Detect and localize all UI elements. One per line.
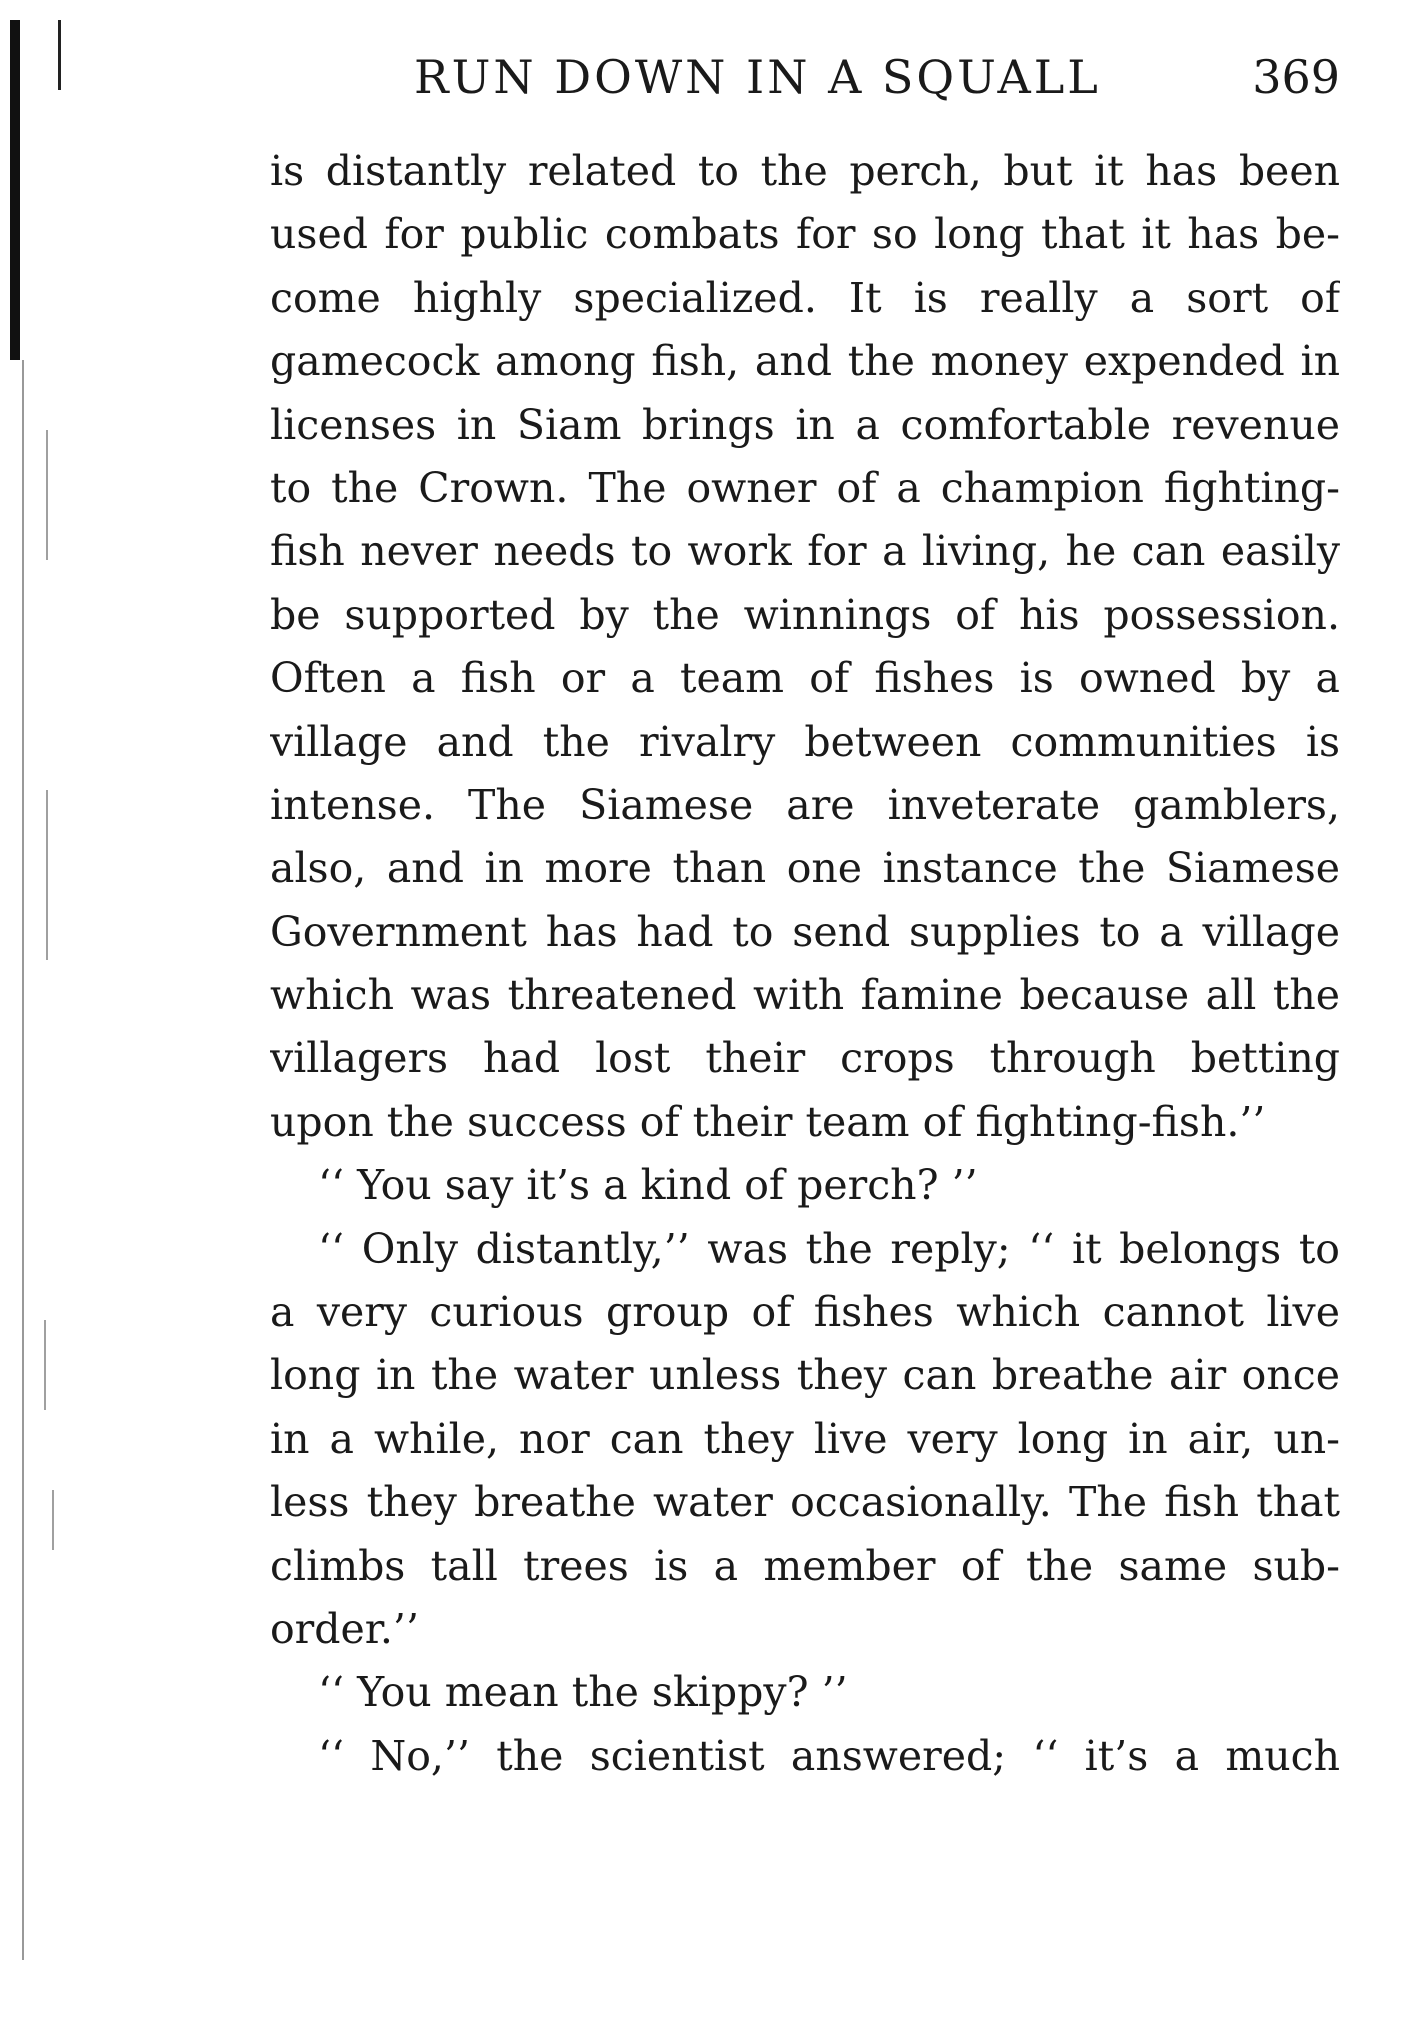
text-line: come highly specialized. It is really a sort of bbox=[270, 273, 1340, 322]
binding-edge-mark bbox=[10, 20, 20, 360]
text-line: upon the success of their team of fighting-fish.’’ bbox=[270, 1097, 1266, 1146]
page-header bbox=[270, 44, 1340, 114]
binding-edge-mark-secondary bbox=[58, 20, 61, 90]
text-line: licenses in Siam brings in a comfortable revenue bbox=[270, 400, 1340, 449]
text-line: long in the water unless they can breathe air once bbox=[270, 1351, 1340, 1400]
text-line: a very curious group of fishes which cannot live bbox=[270, 1288, 1340, 1337]
text-line: ‘‘ No,’’ the scientist answered; ‘‘ it’s a much bbox=[318, 1731, 1340, 1780]
scan-artifact-line bbox=[46, 790, 48, 960]
text-line: order.’’ bbox=[270, 1604, 419, 1653]
scan-artifact-line bbox=[52, 1490, 54, 1550]
text-line: gamecock among fish, and the money expended in bbox=[270, 337, 1340, 386]
text-line: to the Crown. The owner of a champion fighting- bbox=[270, 463, 1340, 512]
page-number: 369 bbox=[1252, 50, 1340, 104]
text-line: used for public combats for so long that it has be- bbox=[270, 210, 1340, 259]
scan-artifact-line bbox=[44, 1320, 46, 1410]
text-line: less they breathe water occasionally. The fish that bbox=[270, 1478, 1340, 1527]
text-line: fish never needs to work for a living, he can easily bbox=[270, 527, 1340, 576]
text-line: Often a fish or a team of fishes is owned by a bbox=[270, 654, 1340, 703]
text-line: ‘‘ Only distantly,’’ was the reply; ‘‘ it belongs to bbox=[318, 1224, 1340, 1273]
body-text bbox=[270, 140, 1340, 1788]
text-line: ‘‘ You say it’s a kind of perch? ’’ bbox=[318, 1161, 978, 1210]
text-line: in a while, nor can they live very long in air, un- bbox=[270, 1414, 1340, 1463]
text-line: villagers had lost their crops through betting bbox=[270, 1034, 1340, 1083]
text-line: is distantly related to the perch, but it has been bbox=[270, 147, 1340, 195]
text-line: village and the rivalry between communities is bbox=[270, 717, 1340, 766]
text-line: also, and in more than one instance the Siamese bbox=[270, 844, 1340, 893]
text-line: intense. The Siamese are inveterate gamblers, bbox=[270, 780, 1340, 829]
text-line: ‘‘ You mean the skippy? ’’ bbox=[318, 1668, 848, 1717]
text-line: climbs tall trees is a member of the same sub- bbox=[270, 1541, 1340, 1590]
running-title: RUN DOWN IN A SQUALL bbox=[414, 50, 1101, 104]
text-line: Government has had to send supplies to a village bbox=[270, 907, 1340, 956]
binding-edge-line bbox=[22, 360, 24, 1960]
text-line: which was threatened with famine because all the bbox=[270, 971, 1340, 1020]
scan-artifact-line bbox=[46, 430, 48, 560]
text-line: be supported by the winnings of his possession. bbox=[270, 590, 1340, 639]
